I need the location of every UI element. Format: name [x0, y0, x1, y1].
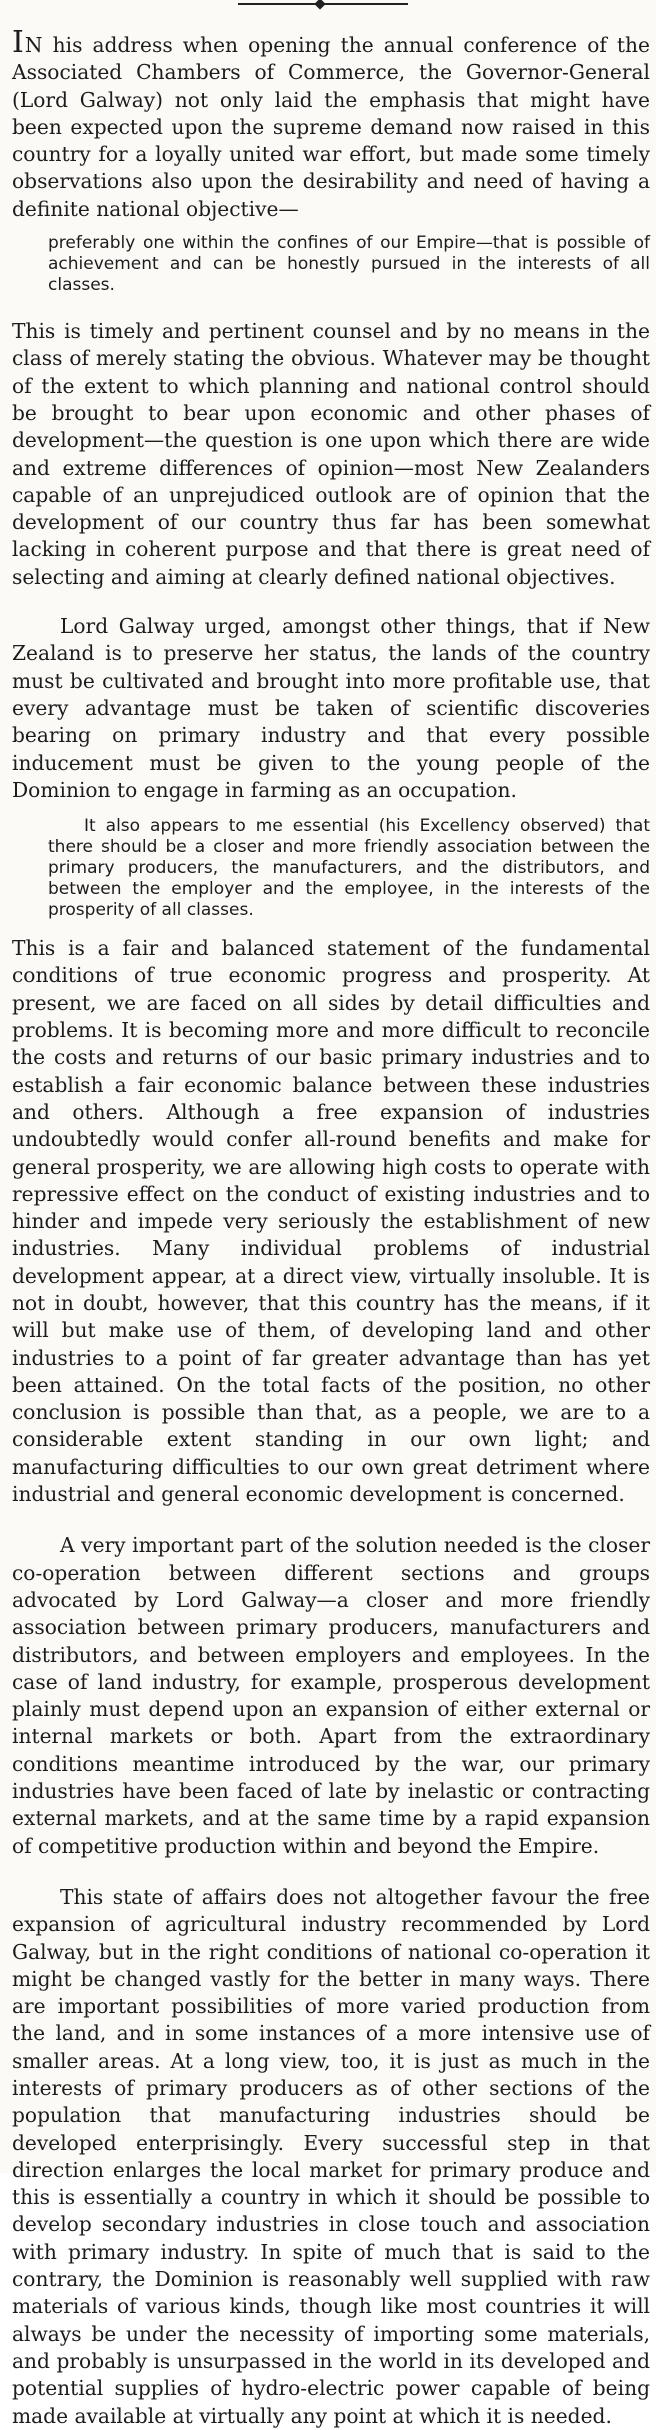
paragraph-1	[12, 25, 650, 223]
quotation-2: It also appears to me essential (his Excellency observed) that there should be a closer and more friendly association between the primary producers, the manufacturers, and the distributors, and between the employer and the employee, in the interests of the prosperity of all classes.	[48, 816, 650, 921]
paragraph-6: This state of affairs does not altogether favour the free expansion of agricultural industry recommended by Lord Galway, but in the right conditions of national co-operation it might be changed vastly for the better in many ways. There are important possibilities of more varied production from the land, and in some instances of a more intensive use of smaller areas. At a long view, too, it is just as much in the interests of primary producers as of other sections of the population that manufacturing industries should be developed enterprisingly. Every successful step in that direction enlarges the local market for primary produce and this is essentially a country in which it should be possible to develop secondary industries in close touch and association with primary industry. In spite of much that is said to the contrary, the Dominion is reasonably well supplied with raw materials of various kinds, though like most countries it will always be under the necessity of importing some materials, and probably is unsurpassed in the world in its developed and potential supplies of hydro-electric power capable of being made available at virtually any point at which it is needed.	[12, 1884, 650, 2428]
article-column	[12, 25, 650, 2430]
quotation-1: preferably one within the confines of our Empire—that is possible of achievement and can be honestly pursued in the interests of all classes.	[48, 233, 650, 296]
paragraph-4: This is a fair and balanced statement of the fundamental conditions of true economic progress and prosperity. At present, we are faced on all sides by detail difficulties and problems. It is becoming more and more difficult to reconcile the costs and returns of our basic primary industries and to establish a fair economic balance between these industries and others. Although a free expansion of industries undoubtedly would confer all-round benefits and make for general prosperity, we are allowing high costs to operate with repressive effect on the conduct of existing industries and to hinder and impede very seriously the establishment of new industries. Many individual problems of industrial development appear, at a direct view, virtually insoluble. It is not in doubt, however, that this country has the means, if it will but make use of them, of developing land and other industries to a point of far greater advantage than has yet been attained. On the total facts of the position, no other conclusion is possible than that, as a people, we are to a considerable extent standing in our own light; and manufacturing difficulties to our own great detriment where industrial and general economic development is concerned.	[12, 936, 650, 1507]
paragraph-5: A very important part of the solution needed is the closer co-operation between different sections and groups advocated by Lord Galway—a closer and more friendly association between primary producers, manufacturers and distributors, and between employers and employees. In the case of land industry, for example, prosperous development plainly must depend upon an expansion of either external or internal markets or both. Apart from the extraordinary conditions meantime introduced by the war, our primary industries have been faced of late by inelastic or contracting external markets, and at the same time by a rapid expansion of competitive production within and beyond the Empire.	[12, 1533, 650, 1858]
ornament-diamond	[314, 0, 325, 10]
paragraph-3: Lord Galway urged, amongst other things, that if New Zealand is to preserve her status, the lands of the country must be cultivated and brought into more profitable use, that every advantage must be taken of scientific discoveries bearing on primary industry and that every possible inducement must be given to the young people of the Dominion to engage in farming as an occupation.	[12, 614, 650, 802]
header-ornament	[0, 0, 656, 12]
paragraph-1-text: N his address when opening the annual conference of the Associated Chambers of Commerce, the Governor-General (Lord Galway) not only laid the emphasis that might have been expected upon the supreme demand now raised in this country for a loyally united war effort, but made some timely observations also upon the desirability and need of having a definite national objective—	[12, 33, 650, 221]
drop-cap: I	[12, 25, 24, 60]
paragraph-2: This is timely and pertinent counsel and by no means in the class of merely stating the obvious. Whatever may be thought of the extent to which planning and national control should be brought to bear upon economic and other phases of development—the question is one upon which there are wide and extreme differences of opinion—most New Zealanders capable of an unprejudiced outlook are of opinion that the development of our country thus far has been somewhat lacking in coherent purpose and that there is great need of selecting and aiming at clearly defined national objectives.	[12, 319, 650, 589]
